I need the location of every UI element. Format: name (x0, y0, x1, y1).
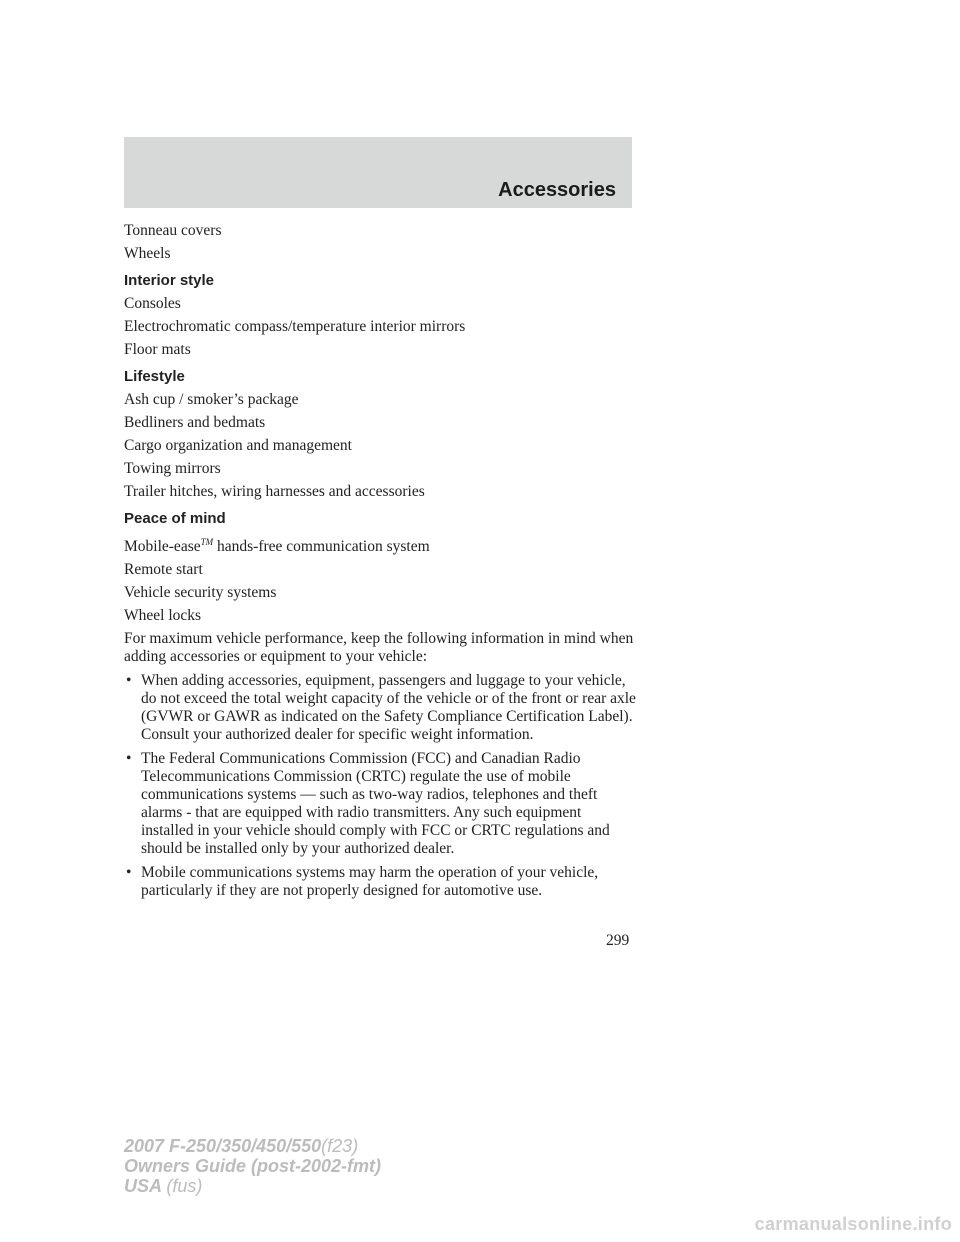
footer-line-model (124, 1136, 381, 1156)
list-item: Consoles (124, 295, 181, 312)
list-item: Bedliners and bedmats (124, 414, 266, 431)
section-header-band (124, 137, 632, 208)
bullet-icon: • (126, 672, 132, 690)
footer-region-code: (fus) (166, 1176, 203, 1196)
list-item: Cargo organization and management (124, 437, 352, 454)
list-item: Remote start (124, 561, 203, 579)
bullet-text: The Federal Communications Commission (FCC) and Canadian Radio Telecommunications Commission (CRTC) regulate the use of mobile communications systems — such as two-way radios, telephones and theft alarms - that are equipped with radio transmitters. Any such equipment installed in your vehicle should comply with FCC or CRTC regulations and should be installed only by your authorized dealer. (141, 750, 610, 858)
list-item: Tonneau covers (124, 222, 222, 239)
watermark-text: carmanualsonline.info (754, 1214, 952, 1234)
list-item: Trailer hitches, wiring harnesses and accessories (124, 483, 425, 500)
list-item: Vehicle security systems (124, 584, 277, 602)
bullet-icon: • (126, 750, 132, 768)
trademark-mark: TM (200, 537, 214, 547)
bullet-item (124, 750, 636, 858)
bullet-item (124, 672, 636, 744)
footer-guide: Owners Guide (post-2002-fmt) (124, 1156, 382, 1176)
bullet-text: Mobile communications systems may harm the operation of your vehicle, particularly if they are not properly designed for automotive use. (141, 864, 599, 900)
bullet-item (124, 864, 636, 900)
list-item: Floor mats (124, 341, 191, 358)
page-number: 299 (606, 932, 630, 949)
document-footer (124, 1136, 381, 1196)
mobile-ease-name: Mobile-ease (124, 538, 201, 556)
bullet-icon: • (126, 864, 132, 882)
list-item: Electrochromatic compass/temperature interior mirrors (124, 318, 466, 335)
footer-line-guide (124, 1156, 381, 1176)
footer-model: 2007 F-250/350/450/550 (124, 1136, 322, 1156)
heading-peace-of-mind: Peace of mind (124, 510, 226, 527)
heading-interior-style: Interior style (124, 272, 215, 289)
list-item: Wheels (124, 245, 171, 262)
page-content (124, 222, 636, 906)
list-item: Towing mirrors (124, 460, 221, 477)
section-title: Accessories (498, 179, 616, 201)
heading-lifestyle: Lifestyle (124, 368, 185, 385)
bullet-text: When adding accessories, equipment, passengers and luggage to your vehicle, do not exceed the total weight capacity of the vehicle or of the front or rear axle (GVWR or GAWR as indicated on the Safety Compliance Certification Label). Consult your authorized dealer for specific weight information. (141, 672, 636, 744)
footer-region: USA (124, 1176, 162, 1196)
list-item: Wheel locks (124, 607, 202, 625)
footer-line-region (124, 1176, 381, 1196)
list-item-mobile-ease (124, 533, 636, 556)
info-paragraph: For maximum vehicle performance, keep the following information in mind when adding accessories or equipment to your vehicle: (124, 630, 634, 666)
list-item: Ash cup / smoker’s package (124, 391, 299, 408)
footer-model-code: (f23) (321, 1136, 359, 1156)
mobile-ease-description: hands-free communication system (217, 538, 430, 556)
